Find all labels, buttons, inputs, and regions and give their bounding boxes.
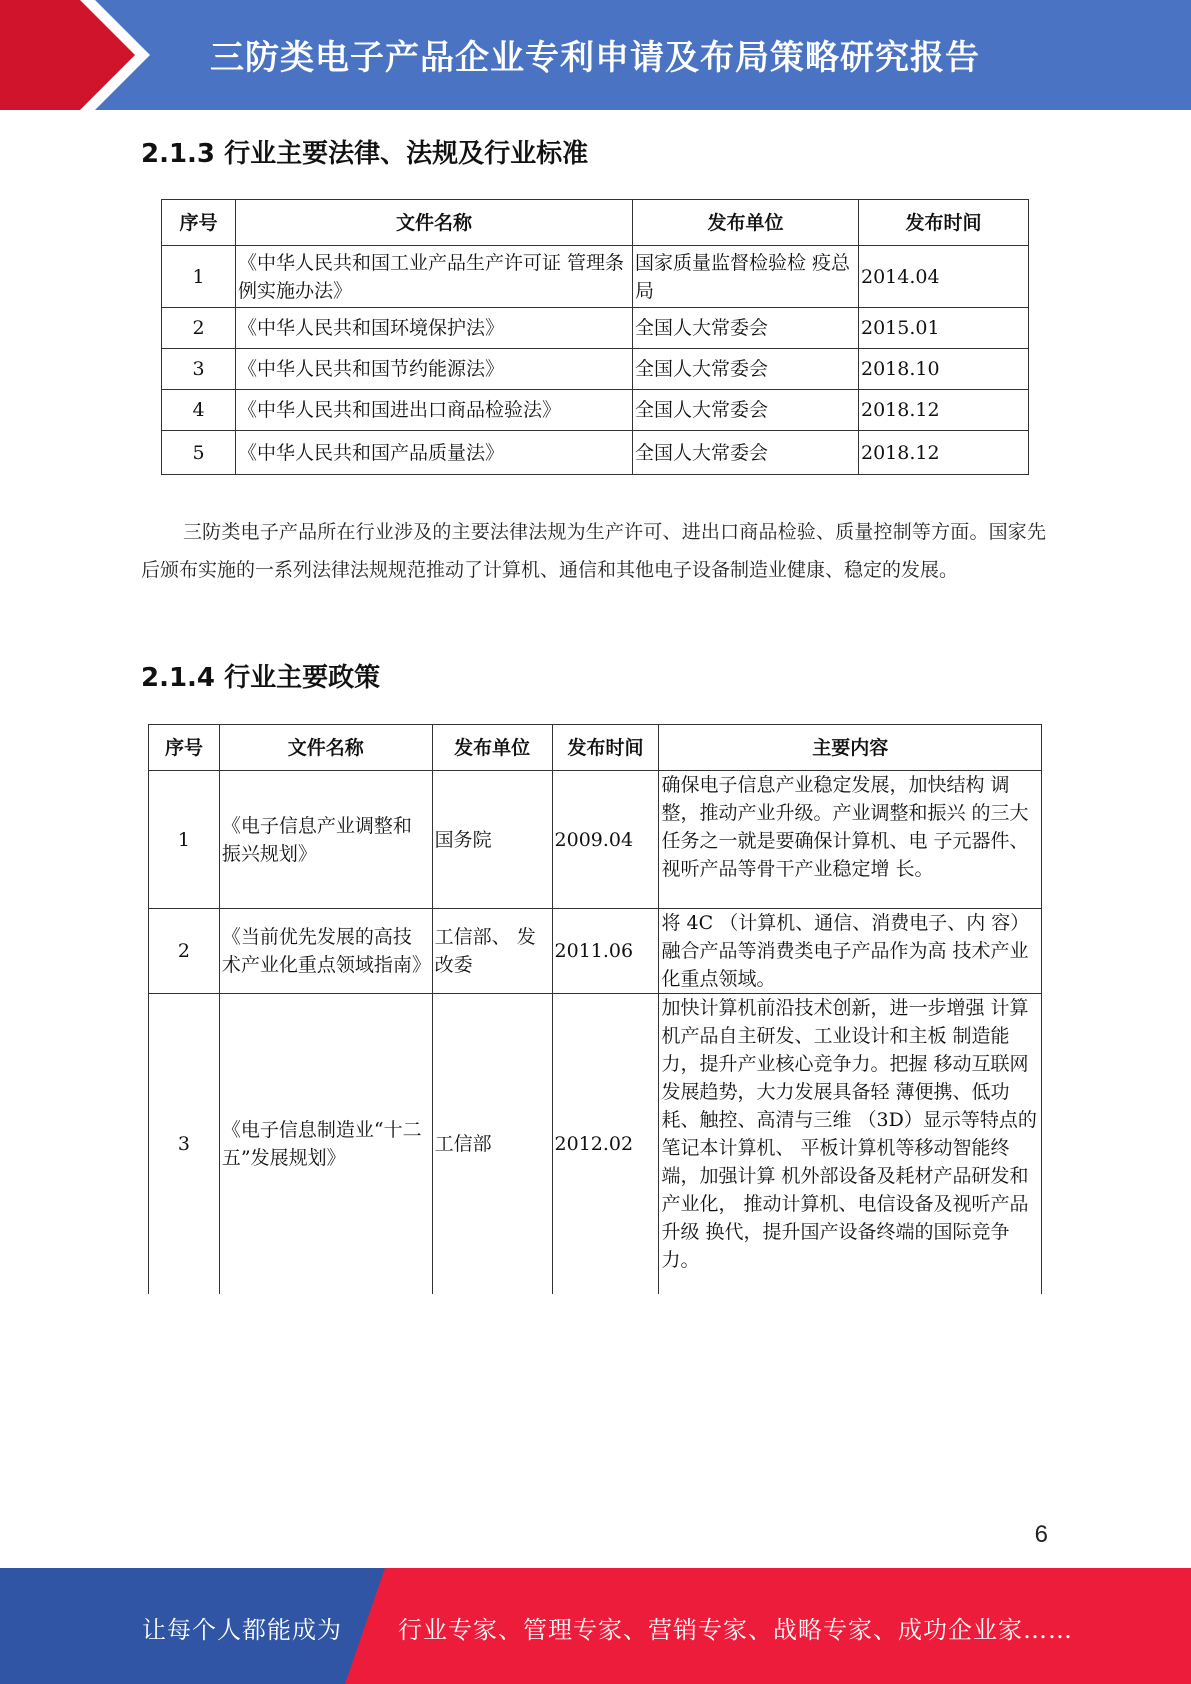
- column-header: 序号: [162, 200, 236, 246]
- table-row: [162, 390, 1029, 431]
- issuer: 全国人大常委会: [633, 308, 859, 349]
- table-header-row: [149, 725, 1042, 771]
- page-footer: [0, 1568, 1191, 1684]
- column-header: 发布时间: [859, 200, 1029, 246]
- issue-date: 2015.01: [859, 308, 1029, 349]
- table-header-row: [162, 200, 1029, 246]
- page-number: 6: [1034, 1521, 1048, 1548]
- table-row: [162, 349, 1029, 390]
- column-header: 发布单位: [633, 200, 859, 246]
- row-index: 1: [162, 246, 236, 308]
- table-row: [149, 771, 1042, 909]
- table-row: [162, 431, 1029, 475]
- issue-date: 2018.12: [859, 390, 1029, 431]
- document-name: 《电子信息制造业“十二五”发展规划》: [219, 994, 432, 1294]
- laws-table: [161, 199, 1029, 475]
- issue-date: 2011.06: [552, 909, 659, 994]
- table-row: [149, 909, 1042, 994]
- footer-slogan-left: 让每个人都能成为: [142, 1616, 342, 1644]
- issuer: 国家质量监督检验检 疫总局: [633, 246, 859, 308]
- column-header: 发布单位: [432, 725, 552, 771]
- column-header: 文件名称: [219, 725, 432, 771]
- main-content: 加快计算机前沿技术创新，进一步增强 计算机产品自主研发、工业设计和主板 制造能力，提升产业核心竞争力。把握 移动互联网发展趋势，大力发展具备轻 薄便携、低功耗、触控、高清与三维 （3D）显示等特点的笔记本计算机、 平板计算机等移动智能终端，加强计算 机外部设备及耗材产品研发和产业化， 推动计算机、电信设备及视听产品升级 换代，提升国产设备终端的国际竞争 力。: [659, 994, 1042, 1294]
- document-name: 《中华人民共和国工业产品生产许可证 管理条例实施办法》: [236, 246, 633, 308]
- issue-date: 2018.12: [859, 431, 1029, 475]
- issuer: 工信部: [432, 994, 552, 1294]
- issuer: 全国人大常委会: [633, 349, 859, 390]
- table-row: [149, 994, 1042, 1294]
- page-header: [0, 0, 1191, 110]
- row-index: 5: [162, 431, 236, 475]
- issuer: 全国人大常委会: [633, 431, 859, 475]
- section-heading-policies: 2.1.4 行业主要政策: [141, 663, 381, 693]
- issue-date: 2014.04: [859, 246, 1029, 308]
- issuer: 工信部、 发改委: [432, 909, 552, 994]
- row-index: 2: [162, 308, 236, 349]
- issue-date: 2018.10: [859, 349, 1029, 390]
- column-header: 发布时间: [552, 725, 659, 771]
- row-index: 3: [149, 994, 220, 1294]
- report-title: 三防类电子产品企业专利申请及布局策略研究报告: [210, 38, 980, 78]
- section-heading-laws: 2.1.3 行业主要法律、法规及行业标准: [141, 139, 589, 169]
- document-name: 《中华人民共和国进出口商品检验法》: [236, 390, 633, 431]
- table-row: [162, 246, 1029, 308]
- row-index: 3: [162, 349, 236, 390]
- issue-date: 2009.04: [552, 771, 659, 909]
- row-index: 4: [162, 390, 236, 431]
- row-index: 1: [149, 771, 220, 909]
- issue-date: 2012.02: [552, 994, 659, 1294]
- main-content: 确保电子信息产业稳定发展，加快结构 调整，推动产业升级。产业调整和振兴 的三大任务之一就是要确保计算机、电 子元器件、视听产品等骨干产业稳定增 长。: [659, 771, 1042, 909]
- column-header: 序号: [149, 725, 220, 771]
- policies-table: [148, 724, 1042, 1294]
- main-content: 将 4C （计算机、通信、消费电子、内 容）融合产品等消费类电子产品作为高 技术产业化重点领域。: [659, 909, 1042, 994]
- column-header: 主要内容: [659, 725, 1042, 771]
- header-red-chevron: [0, 0, 160, 110]
- document-name: 《中华人民共和国节约能源法》: [236, 349, 633, 390]
- document-name: 《电子信息产业调整和振兴规划》: [219, 771, 432, 909]
- body-paragraph: 三防类电子产品所在行业涉及的主要法律法规为生产许可、进出口商品检验、质量控制等方面。国家先后颁布实施的一系列法律法规规范推动了计算机、通信和其他电子设备制造业健康、稳定的发展。: [141, 521, 1046, 581]
- document-name: 《中华人民共和国产品质量法》: [236, 431, 633, 475]
- row-index: 2: [149, 909, 220, 994]
- issuer: 全国人大常委会: [633, 390, 859, 431]
- footer-slogan-right: 行业专家、管理专家、营销专家、战略专家、成功企业家……: [398, 1616, 1073, 1644]
- column-header: 文件名称: [236, 200, 633, 246]
- issuer: 国务院: [432, 771, 552, 909]
- document-name: 《当前优先发展的高技术产业化重点领域指南》: [219, 909, 432, 994]
- document-name: 《中华人民共和国环境保护法》: [236, 308, 633, 349]
- table-row: [162, 308, 1029, 349]
